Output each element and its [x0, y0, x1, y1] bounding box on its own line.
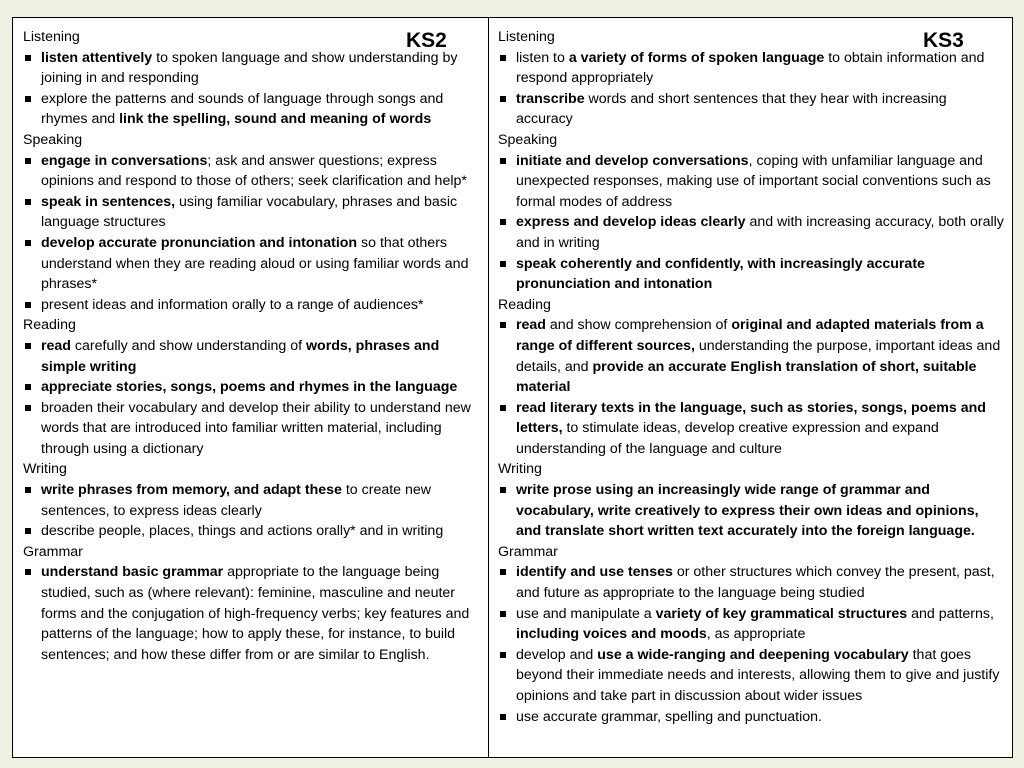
ks2-section-heading-listening: Listening	[23, 29, 80, 45]
ks2-section-heading-grammar: Grammar	[23, 543, 83, 560]
text: to obtain information and respond appropriately	[516, 49, 985, 87]
bold-text: identify and use tenses	[516, 564, 673, 581]
ks3-bullet-list	[498, 480, 1006, 542]
bold-text: variety of key grammatical structures	[655, 605, 908, 622]
bold-text: appreciate stories, songs, poems and rhymes in the language	[41, 379, 458, 396]
ks2-column	[13, 18, 489, 757]
text: broaden their vocabulary and develop their ability to understand new words that are introduced into familiar written material, including through using a dictionary	[41, 399, 471, 457]
ks3-bullet-list	[498, 562, 1006, 727]
list-item	[498, 254, 1006, 295]
bold-text: speak in sentences,	[41, 193, 176, 210]
ks2-section-heading-reading: Reading	[23, 317, 76, 334]
list-item	[498, 604, 1006, 645]
text: and with increasing accuracy, both orally and in writing	[516, 214, 1004, 251]
bold-text: initiate and develop conversations	[516, 152, 749, 169]
list-item	[23, 295, 480, 316]
bold-text: develop accurate pronunciation and intonation	[41, 234, 358, 251]
bold-text: words, phrases and simple writing	[41, 337, 440, 375]
list-item	[498, 707, 1006, 728]
text: ; ask and answer questions; express opinions and respond to those of others; seek clarification and help*	[41, 152, 467, 190]
text: describe people, places, things and actions orally* and in writing	[41, 523, 444, 540]
list-item	[23, 48, 480, 89]
ks3-column	[489, 18, 1012, 757]
list-item	[498, 315, 1006, 397]
ks2-content	[23, 27, 480, 665]
bold-text: link the spelling, sound and meaning of words	[119, 111, 432, 128]
bold-text: write phrases from memory, and adapt these	[41, 482, 342, 499]
list-item	[498, 398, 1006, 460]
ks2-stage-label: KS2	[406, 29, 447, 52]
text: and show comprehension of	[545, 317, 732, 334]
text: using familiar vocabulary, phrases and basic language structures	[41, 193, 458, 231]
list-item	[23, 151, 480, 192]
list-item	[23, 336, 480, 377]
ks2-bullet-list	[23, 480, 480, 542]
list-item	[498, 645, 1006, 707]
bold-text: transcribe	[516, 90, 585, 107]
text: present ideas and information orally to a range of audiences*	[41, 296, 424, 313]
bold-text: read literary texts in the language, such as stories, songs, poems and letters,	[516, 399, 986, 437]
ks3-section-heading-speaking: Speaking	[498, 131, 558, 148]
list-item	[498, 480, 1006, 542]
text: to create new sentences, to express ideas clearly	[41, 482, 432, 519]
ks3-bullet-list	[498, 48, 1006, 130]
text: carefully and show understanding of	[70, 337, 306, 354]
list-item	[498, 151, 1006, 213]
text: listen to	[516, 49, 569, 66]
text: words and short sentences that they hear with increasing accuracy	[516, 90, 947, 128]
list-item	[23, 192, 480, 233]
bold-text: express and develop ideas clearly	[516, 214, 746, 231]
list-item	[23, 233, 480, 295]
text: or other structures which convey the present, past, and future as appropriate to the language being studied	[516, 564, 995, 602]
bold-text: use a wide-ranging and deepening vocabulary	[597, 646, 909, 663]
bold-text: read	[516, 317, 546, 334]
ks3-section-heading-grammar: Grammar	[498, 543, 558, 560]
text: to spoken language and show understanding by joining in and responding	[41, 49, 458, 87]
text: so that others understand when they are reading aloud or using familiar words and phrases*	[41, 234, 469, 293]
ks2-section-heading-writing: Writing	[23, 461, 67, 478]
bold-text: original and adapted materials from a range of different sources,	[516, 317, 984, 354]
bold-text: speak coherently and confidently, with increasingly accurate pronunciation and intonation	[516, 255, 925, 293]
ks2-section-heading-speaking: Speaking	[23, 131, 83, 148]
ks3-stage-label: KS3	[923, 29, 964, 52]
ks3-section-heading-writing: Writing	[498, 461, 542, 478]
text: to stimulate ideas, develop creative expression and expand understanding of the language and culture	[516, 420, 939, 457]
bold-text: listen attentively	[41, 49, 153, 66]
ks3-content	[498, 27, 1006, 727]
text: explore the patterns and sounds of language through songs and rhymes and	[41, 90, 444, 128]
ks3-section-heading-listening: Listening	[498, 29, 555, 45]
ks2-bullet-list	[23, 336, 480, 460]
ks3-section-heading-reading: Reading	[498, 296, 551, 313]
list-item	[498, 212, 1006, 253]
bold-text: provide an accurate English translation of short, suitable material	[516, 358, 977, 396]
list-item	[498, 562, 1006, 603]
ks2-bullet-list	[23, 151, 480, 316]
list-item	[23, 89, 480, 130]
list-item	[23, 521, 480, 542]
bold-text: a variety of forms of spoken language	[568, 49, 825, 66]
list-item	[23, 562, 480, 665]
text: use and manipulate a	[516, 605, 656, 622]
bold-text: read	[41, 337, 71, 354]
bold-text: understand basic grammar	[41, 564, 224, 581]
ks2-bullet-list	[23, 562, 480, 665]
comparison-table	[12, 17, 1013, 758]
text: , coping with unfamiliar language and unexpected responses, making use of important social conventions such as formal modes of address	[516, 152, 991, 210]
text: , as appropriate	[706, 626, 806, 643]
ks2-bullet-list	[23, 48, 480, 130]
bold-text: engage in conversations	[41, 152, 208, 169]
text: that goes beyond their immediate needs and interests, allowing them to give and justify opinions and take part in discussion about wider issues	[516, 646, 1000, 704]
text: develop and	[516, 646, 598, 663]
text: appropriate to the language being studied, such as (where relevant): feminine, masculine and neuter forms and the conjugation of high-frequency verbs; key features and patterns of the language; how to apply these, for instance, to build sentences; and how these differ from or are similar to English.	[41, 564, 470, 663]
text: use accurate grammar, spelling and punctuation.	[516, 708, 823, 725]
list-item	[498, 89, 1006, 130]
ks3-bullet-list	[498, 151, 1006, 295]
list-item	[23, 480, 480, 521]
text: understanding the purpose, important ideas and details, and	[516, 337, 1001, 375]
bold-text: write prose using an increasingly wide range of grammar and vocabulary, write creatively to express their own ideas and opinions, and translate short written text accurately into the foreign language.	[516, 482, 979, 540]
bold-text: including voices and moods	[516, 626, 707, 643]
list-item	[23, 377, 480, 398]
list-item	[23, 398, 480, 460]
text: and patterns,	[907, 605, 994, 622]
ks3-bullet-list	[498, 315, 1006, 459]
list-item	[498, 48, 1006, 89]
